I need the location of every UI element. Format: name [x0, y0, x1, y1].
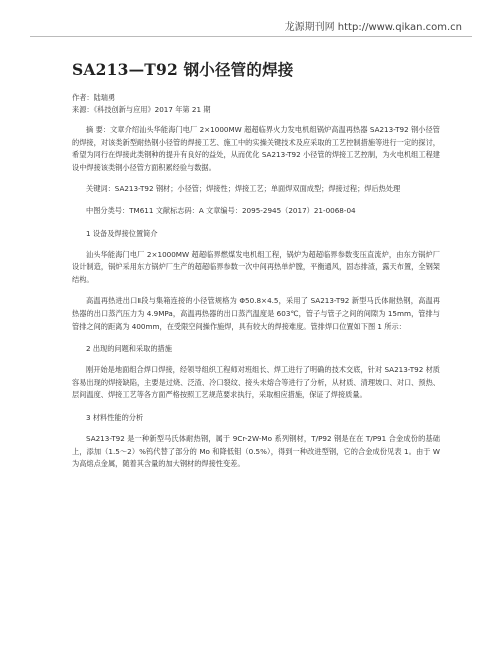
section-heading: 2 出现的问题和采取的措施 [86, 344, 172, 354]
paragraph: 刚开始是地面组合焊口焊接，经领导组织工程师对班组长、焊工进行了明确的技术交底，针对 SA213-T92 材质容易出现的焊接缺陷，主要是过烧、泛渣、冷口裂纹、接头未熔合等进行了分析，从材质、清理坡口、对口、预热、层间温度、焊接工艺等各方面严格按照工艺规范要求执行，采取相应措施，保证了焊接质量。 [72, 365, 440, 400]
article-title: SA213—T92 钢小径管的焊接 [72, 60, 294, 79]
abstract: 摘 要：文章介绍汕头华能海门电厂 2×1000MW 超超临界火力发电机组锅炉高温再热器 SA213-T92 钢小径管的焊接，对该类新型耐热钢小径管的焊接工艺、施工中的实操关键技术及应采取的工艺控制措施等进行一定的探讨，希望为同行在焊接此类钢种的提升有良好的益处，从而优化 SA213-T92 小径管的焊接工艺控制，为火电机组工程建设中焊接该类钢小径管方面积累经验与数据。 [72, 125, 440, 172]
classification-line: 中图分类号：TM611 文献标志码：A 文章编号：2095-2945（2017）21-0068-04 [86, 205, 356, 215]
paragraph: 高温再热进出口Ⅱ段与集箱连接的小径管规格为 Φ50.8×4.5，采用了 SA213-T92 新型马氏体耐热钢，高温再热器的出口蒸汽压力为 4.9MPa，高温再热器的出口蒸汽温度是 603℃，管子与管子之间的间隙为 15mm，管排与管排之间的距离为 400mm，在受限空间操作施焊，具有较大的焊接难度。管排焊口位置如下图 1 所示： [72, 296, 440, 331]
paragraph: 汕头华能海门电厂 2×1000MW 超超临界燃煤发电机组工程，锅炉为超超临界参数变压直流炉，由东方锅炉厂设计制造，锅炉采用东方锅炉厂生产的超超临界参数一次中间再热单炉膛，平衡通风，固态排渣，露天布置，全钢架结构。 [72, 249, 440, 284]
header-divider [30, 36, 472, 37]
section-heading: 1 设备及焊接位置简介 [86, 228, 158, 238]
paragraph: SA213-T92 是一种新型马氏体耐热钢，属于 9Cr-2W-Mo 系列钢材，T/P92 钢是在在 T/P91 合金成份的基础上，添加（1.5～2）%钨代替了部分的 Mo 和降低钼（0.5%），得到一种改进型钢，它的合金成份见表 1。由于 W 为高熔点金属，随着其含量的加大钢材的焊接性变差。 [72, 433, 440, 469]
section-heading: 3 材料性能的分析 [86, 412, 144, 422]
site-header-text: 龙源期刊网 http://www.qikan.com.cn [284, 22, 462, 33]
author-line: 作者：陆瑞勇 [72, 93, 116, 102]
article-body [72, 58, 440, 471]
keywords: 关键词：SA213-T92 钢材；小径管；焊接性；焊接工艺；单面焊双面成型；焊接过程；焊后热处理 [86, 184, 401, 194]
source-line: 来源：《科技创新与应用》2017 年第 21 期 [72, 105, 211, 114]
